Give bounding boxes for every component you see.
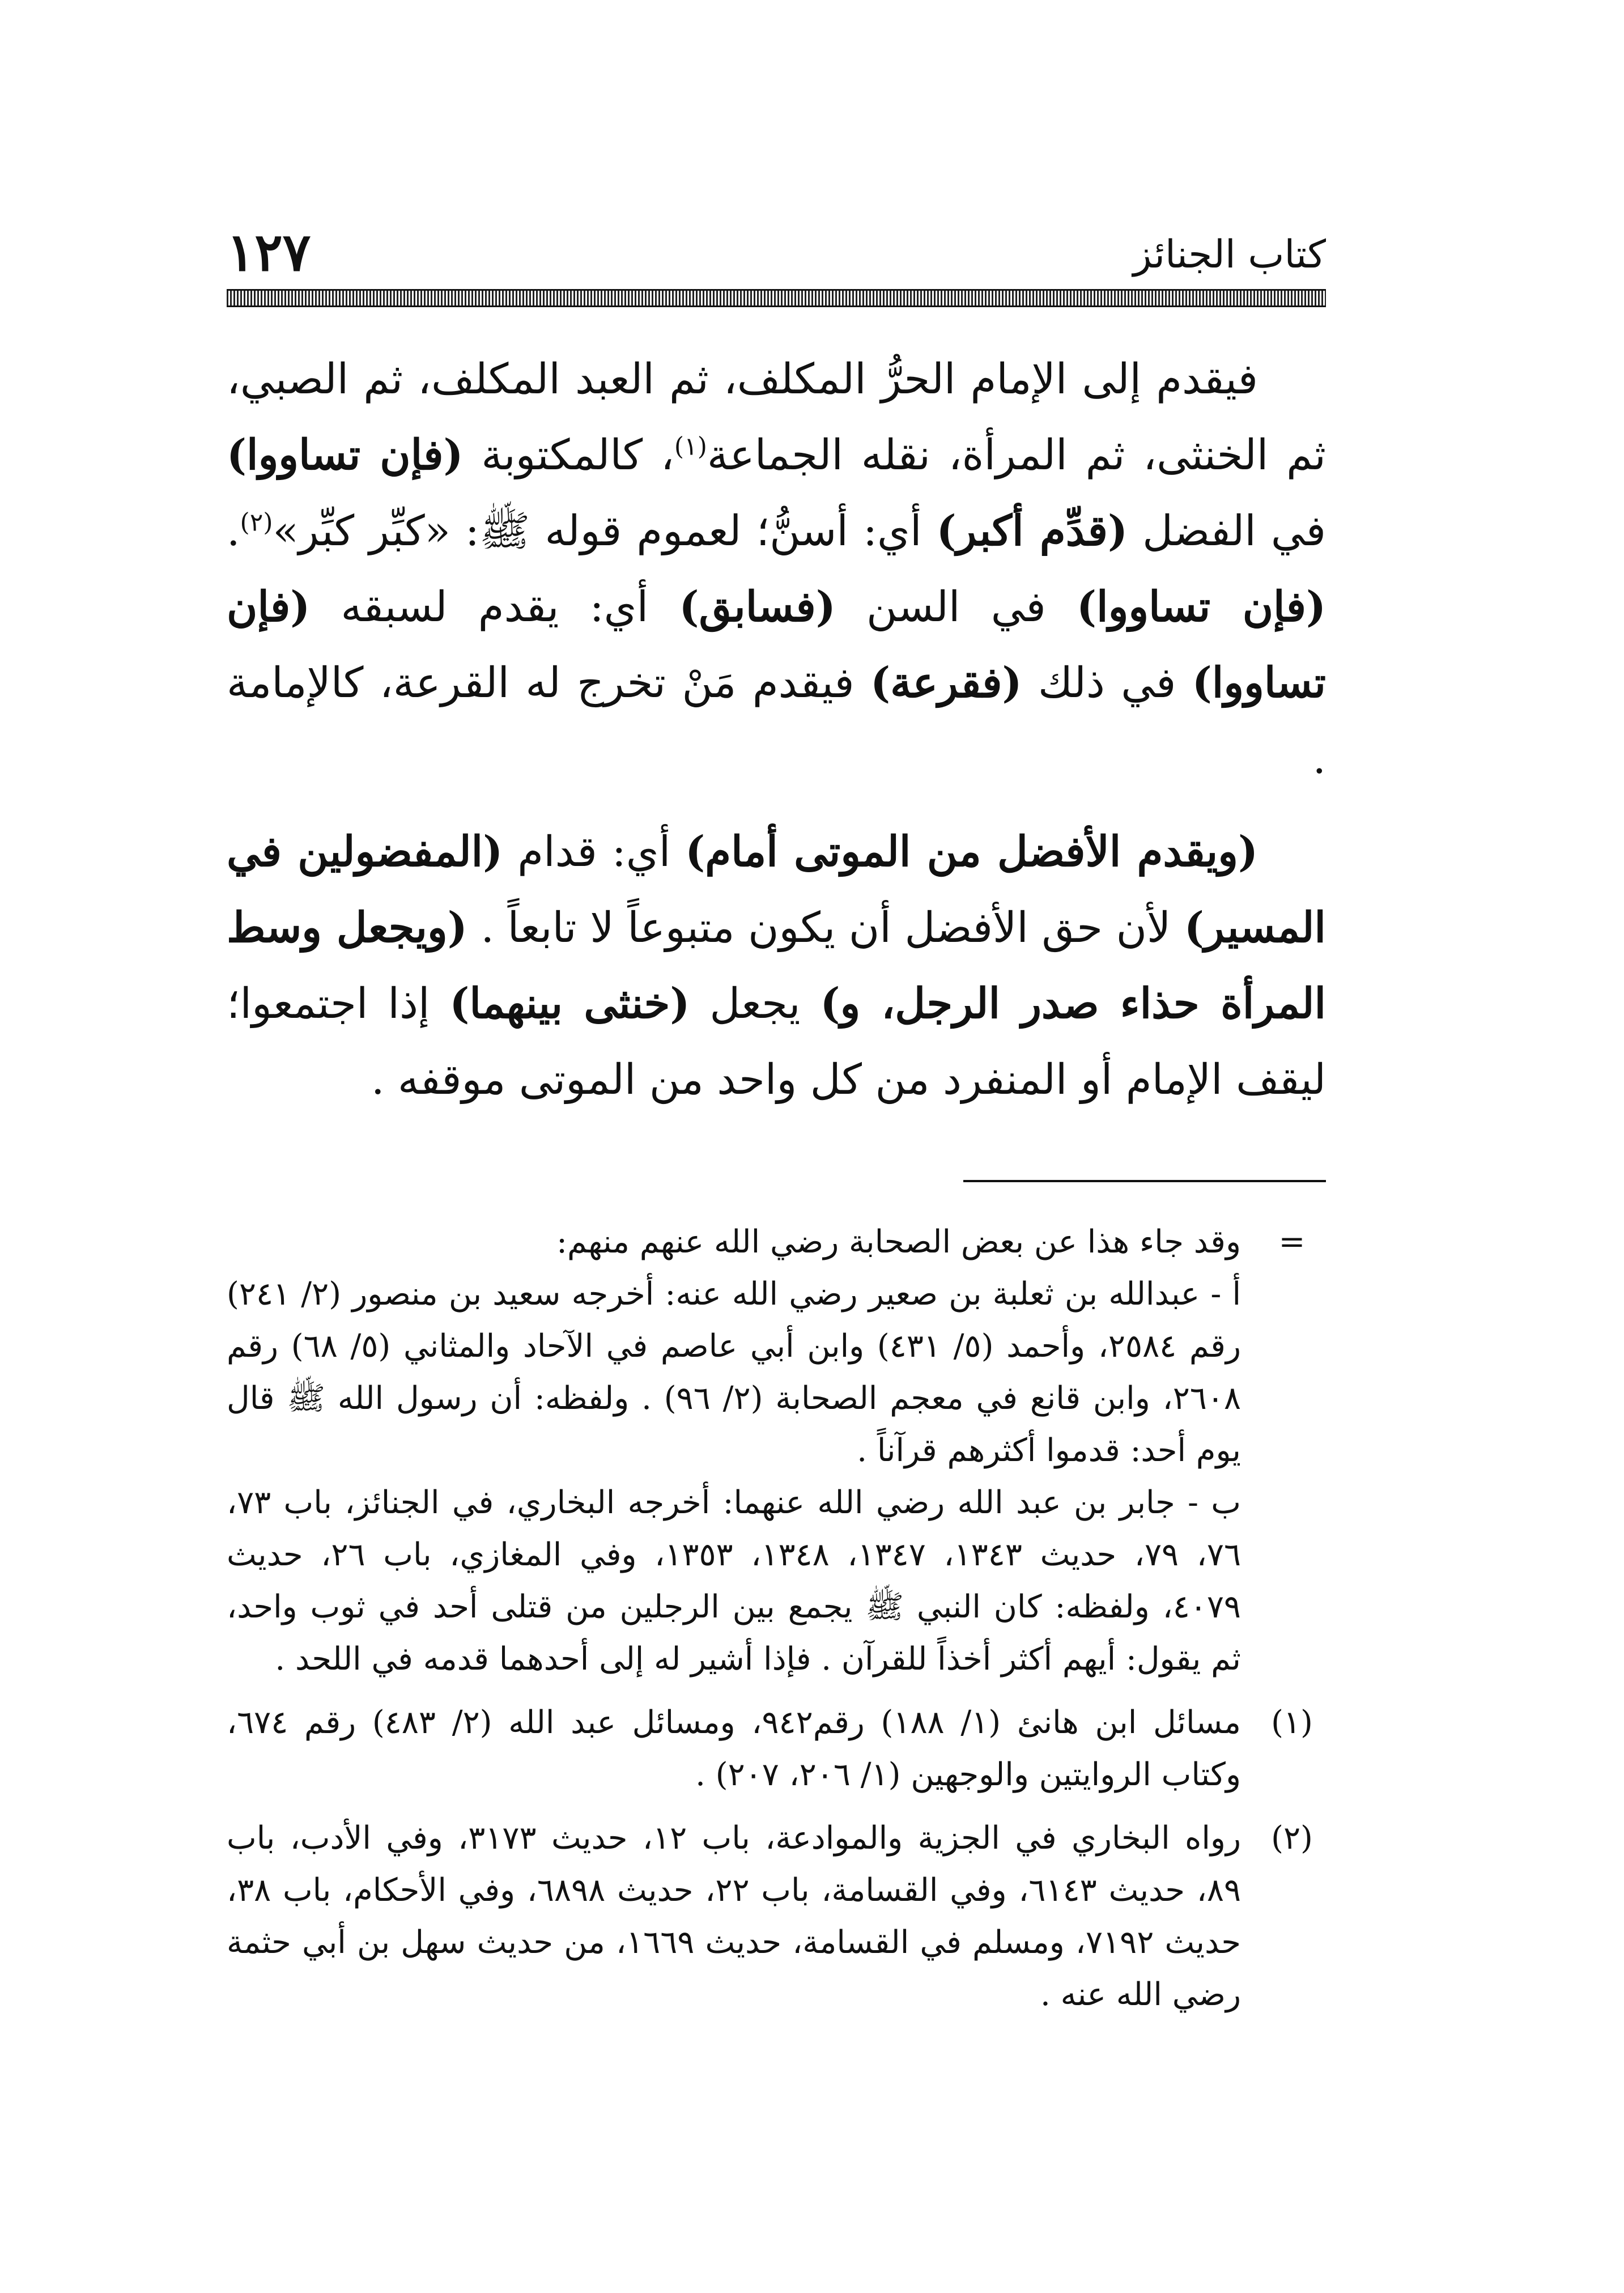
footnote-marker: (٢) — [1271, 1820, 1313, 1857]
matn-quote: (ويقدم الأفضل من الموتى أمام) — [685, 827, 1258, 876]
main-text — [227, 341, 1326, 1118]
paragraph-2 — [227, 814, 1326, 1118]
matn-quote: (فقرعة) — [870, 659, 1022, 707]
text-run: في السن — [835, 583, 1077, 631]
footnote-line: أ - عبدالله بن ثعلبة بن صعير رضي الله عنه: أخرجه سعيد بن منصور (٢/ ٢٤١) رقم ٢٥٨٤، وأحمد (٥/ ٤٣١) وابن أبي عاصم في الآحاد والمثاني (٥/ ٦٨) رقم ٢٦٠٨، وابن قانع في معجم الصحابة (٢/ ٩٦) . ولفظه: أن رسول الله ﷺ قال يوم أحد: قدموا أكثرهم قرآناً . — [227, 1276, 1241, 1469]
footnote-marker: = — [1278, 1224, 1306, 1260]
text-run: أي: قدام — [503, 827, 686, 876]
footnote-line: وقد جاء هذا عن بعض الصحابة رضي الله عنهم منهم: — [556, 1224, 1241, 1260]
matn-quote: (ويجعل وسط المرأة حذاء صدر الرجل، و) — [227, 903, 1326, 1028]
book-page — [227, 221, 1326, 2032]
running-title: كتاب الجنائز — [1133, 232, 1326, 277]
matn-quote: (قدِّم أكبر) — [936, 507, 1128, 555]
matn-quote: (فسابق) — [679, 583, 836, 631]
text-run: ، كالمكتوبة — [463, 431, 674, 479]
footnote-text: مسائل ابن هانئ (١/ ١٨٨) رقم٩٤٢، ومسائل عبد الله (٢/ ٤٨٣) رقم ٦٧٤، وكتاب الروايتين والوجهين (١/ ٢٠٦، ٢٠٧) . — [227, 1704, 1241, 1793]
footnote-continuation — [227, 1216, 1326, 1685]
matn-quote: (فإن تساووا) — [1077, 583, 1326, 631]
page-number: ١٢٧ — [227, 222, 311, 283]
footnote-separator — [963, 1180, 1326, 1182]
footnote-text: رواه البخاري في الجزية والموادعة، باب ١٢، حديث ٣١٧٣، وفي الأدب، باب ٨٩، حديث ٦١٤٣، وفي القسامة، باب ٢٢، حديث ٦٨٩٨، وفي الأحكام، باب ٣٨، حديث ٧١٩٢، ومسلم في القسامة، حديث ١٦٦٩، من حديث سهل بن أبي حثمة رضي الله عنه . — [227, 1820, 1242, 2013]
page-header — [227, 221, 1326, 289]
footnote-1 — [227, 1697, 1326, 1801]
text-run: يجعل — [690, 979, 820, 1028]
footnote-marker: (١) — [1271, 1704, 1313, 1741]
footnote-ref-2: (٢) — [240, 508, 273, 537]
footnote-line: ب - جابر بن عبد الله رضي الله عنهما: أخرجه البخاري، في الجنائز، باب ٧٣، ٧٦، ٧٩، حديث ١٣٤٣، ١٣٤٧، ١٣٤٨، ١٣٥٣، وفي المغازي، باب ٢٦، حديث ٤٠٧٩، ولفظه: كان النبي ﷺ يجمع بين الرجلين من قتلى أحد في ثوب واحد، ثم يقول: أيهم أكثر أخذاً للقرآن . فإذا أشير له إلى أحدهما قدمه في اللحد . — [227, 1484, 1242, 1678]
matn-quote: (فإن تساووا) — [227, 431, 464, 479]
text-run: أي: يقدم لسبقه — [310, 583, 679, 631]
matn-quote: (خنثى بينهما) — [449, 979, 690, 1028]
matn-quote: (المفضولين في المسير) — [227, 827, 1326, 952]
text-run: لأن حق الأفضل أن يكون متبوعاً لا تابعاً . — [467, 903, 1184, 952]
text-run: فيقدم مَنْ تخرج له القرعة، كالإمامة . — [227, 659, 1326, 783]
text-run: في ذلك — [1022, 659, 1192, 707]
footnote-ref-1: (١) — [674, 432, 707, 461]
text-run: إذا اجتمعوا؛ ليقف الإمام أو المنفرد من كل واحد من الموتى موقفه . — [227, 979, 1326, 1104]
matn-quote: (فإن تساووا) — [227, 583, 1326, 707]
text-run: . — [227, 507, 240, 555]
footnote-2 — [227, 1812, 1326, 2021]
text-run: فيقدم إلى الإمام الحرُّ المكلف، ثم العبد المكلف، ثم الصبي، ثم الخنثى، ثم المرأة، نقله الجماعة — [227, 355, 1327, 479]
header-rule — [227, 289, 1326, 307]
text-run: أي: أسنُّ؛ لعموم قوله ﷺ: «كبِّر كبِّر» — [273, 507, 937, 555]
text-run: في الفضل — [1127, 507, 1326, 555]
paragraph-1 — [227, 341, 1326, 797]
footnotes — [227, 1216, 1326, 2021]
